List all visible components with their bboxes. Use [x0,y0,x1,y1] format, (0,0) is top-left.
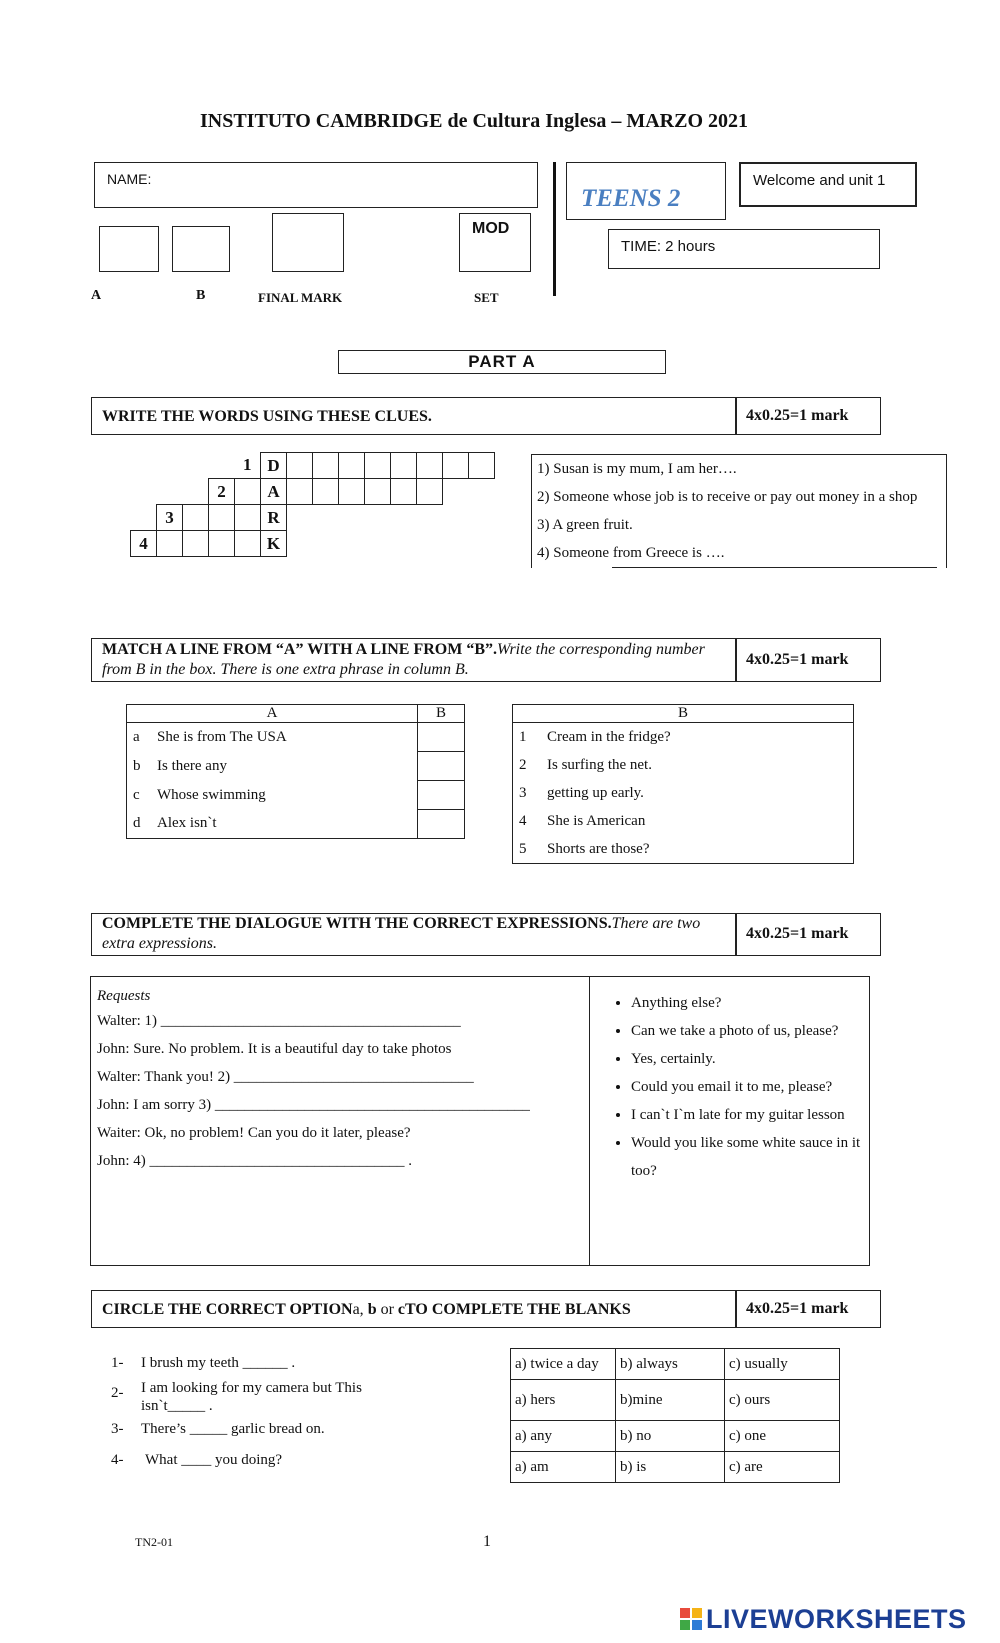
match-table-a [126,704,465,839]
item-number: 3 [519,784,527,801]
item-text: Is there any [157,757,227,774]
expression-option: • Yes, certainly. [631,1045,879,1073]
page-number: 1 [483,1533,491,1550]
section-4-mark: 4x0.25=1 mark [746,1300,849,1317]
crossword-cell[interactable] [469,453,495,479]
score-box-a[interactable] [99,226,159,272]
clue-number-1: 1 [243,455,252,475]
table-row [127,781,465,810]
item-number: 2 [519,756,527,773]
name-label: NAME: [107,171,152,187]
item-number: 5 [519,840,527,857]
clue-2: 2) Someone whose job is to receive or pay out money in a shop [537,489,918,505]
question-2 [111,1379,391,1415]
label-a: A [91,288,102,303]
dialogue-line[interactable]: John: I am sorry 3) __________________________________________ [97,1097,530,1113]
crossword-cell[interactable] [235,531,261,557]
section-3-mark: 4x0.25=1 mark [746,925,849,942]
dialogue-heading: Requests [97,988,151,1004]
answer-box[interactable] [418,752,465,781]
unit-box [739,162,917,207]
crossword-cell[interactable] [157,531,183,557]
option-cell[interactable]: b) always [616,1349,725,1380]
table-row [513,835,854,864]
brand-text: LIVEWORKSHEETS [706,1603,967,1634]
answer-box[interactable] [418,723,465,752]
column-a-header: A [127,705,418,723]
item-letter: a [133,728,140,745]
final-mark-box[interactable] [272,213,344,272]
table-row [127,752,465,781]
item-text: Cream in the fridge? [547,728,671,745]
table-row [513,751,854,779]
document-code: TN2-01 [135,1535,173,1549]
option-cell[interactable]: a) hers [511,1380,616,1421]
item-letter: d [133,815,141,832]
table-row [511,1452,840,1483]
column-b2-header: B [513,705,854,723]
section-1-mark: 4x0.25=1 mark [746,407,849,424]
dialogue-line[interactable]: Walter: Thank you! 2) ________________________________ [97,1069,474,1085]
section-2-title-bold: MATCH A LINE FROM “A” WITH A LINE FROM “B”. [102,641,497,658]
item-text: Whose swimming [157,786,266,803]
expression-list [609,989,879,1185]
answer-box[interactable] [418,810,465,839]
answer-box[interactable] [418,781,465,810]
label-final-mark: FINAL MARK [258,290,343,305]
section-3-mark-divider [735,914,737,955]
section-2-title [102,640,722,680]
question-3 [111,1421,325,1438]
question-text: There’s _____ garlic bread on. [141,1421,325,1437]
crossword-cell[interactable] [235,479,261,505]
section-1-mark-divider [735,398,737,434]
crossword-cell[interactable] [313,453,339,479]
clue-number-3: 3 [157,505,183,531]
section-4-title-a: a, [352,1301,368,1318]
match-table-b [512,704,854,864]
crossword-cell[interactable] [443,453,469,479]
item-text: Is surfing the net. [547,756,652,773]
section-1-header [91,397,881,435]
section-2-mark: 4x0.25=1 mark [746,651,849,668]
dialogue-divider [589,977,590,1265]
crossword-letter-r: R [261,505,287,531]
expression-option: • I can`t I`m late for my guitar lesson [631,1101,879,1129]
section-2-title-italic: Write the corresponding number from B in the box. There is one extra phrase in column B. [102,641,705,678]
option-cell[interactable]: b) is [616,1452,725,1483]
table-row [513,807,854,835]
option-cell[interactable]: c) usually [725,1349,840,1380]
section-4-title-part2: TO COMPLETE THE BLANKS [405,1301,631,1318]
dialogue-line: John: Sure. No problem. It is a beautiful day to take photos [97,1041,452,1057]
crossword-cell[interactable] [339,453,365,479]
crossword-cell[interactable] [209,505,235,531]
logo-icon [680,1608,702,1630]
question-number: 3- [111,1421,124,1437]
dialogue-line: Waiter: Ok, no problem! Can you do it later, please? [97,1125,411,1141]
crossword-cell[interactable] [391,453,417,479]
clue-number-2: 2 [209,479,235,505]
expression-option: • Can we take a photo of us, please? [631,1017,879,1045]
time-text: TIME: 2 hours [621,238,716,255]
section-3-title [102,914,722,954]
clue-number-4: 4 [131,531,157,557]
section-4-header [91,1290,881,1328]
clue-3: 3) A green fruit. [537,517,633,533]
question-number: 1- [111,1355,124,1371]
section-3-title-italic: There are two extra expressions. [102,915,701,952]
expression-option: • Could you email it to me, please? [631,1073,879,1101]
crossword-cell[interactable] [287,479,313,505]
crossword-cell[interactable] [417,479,443,505]
option-cell[interactable]: b)mine [616,1380,725,1421]
crossword-cell[interactable] [391,479,417,505]
crossword-letter-d: D [261,453,287,479]
time-box [608,229,880,269]
section-1-title: WRITE THE WORDS USING THESE CLUES. [102,408,432,425]
section-3-header [91,913,881,956]
question-1 [111,1355,295,1372]
option-cell[interactable]: b) no [616,1421,725,1452]
page-title: INSTITUTO CAMBRIDGE de Cultura Inglesa – MARZO 2021 [199,110,749,132]
clues-underline [612,567,937,568]
option-cell[interactable]: c) one [725,1421,840,1452]
item-letter: c [133,786,140,803]
clue-1: 1) Susan is my mum, I am her…. [537,461,737,477]
unit-text: Welcome and unit 1 [753,172,886,189]
item-letter: b [133,757,141,774]
dialogue-line[interactable]: Walter: 1) ________________________________________ [97,1013,461,1029]
table-row [511,1380,840,1421]
header-divider [553,162,556,296]
dialogue-line[interactable]: John: 4) __________________________________ . [97,1153,412,1169]
section-4-mark-divider [735,1291,737,1327]
section-4-title-or: or [376,1301,398,1318]
section-4-title-part1: CIRCLE THE CORRECT OPTION [102,1301,353,1318]
question-text: I brush my teeth ______ . [141,1355,296,1371]
item-text: She is from The USA [157,728,287,745]
crossword-cell[interactable] [183,531,209,557]
expression-option: • Would you like some white sauce in it too? [631,1129,879,1185]
liveworksheets-logo [680,1603,967,1635]
label-b: B [196,288,206,303]
crossword-cell[interactable] [313,479,339,505]
part-a-title: PART A [338,350,666,374]
label-set: SET [474,290,499,305]
option-cell[interactable]: a) any [511,1421,616,1452]
section-3-title-bold: COMPLETE THE DIALOGUE WITH THE CORRECT EXPRESSIONS. [102,915,612,932]
table-row [511,1421,840,1452]
score-box-b[interactable] [172,226,230,272]
section-2-mark-divider [735,639,737,681]
section-4-title [102,1300,631,1320]
crossword-cell[interactable] [183,505,209,531]
dialogue-lines [97,985,577,1175]
crossword-cell[interactable] [365,479,391,505]
option-cell[interactable]: a) twice a day [511,1349,616,1380]
section-2-header [91,638,881,682]
question-number: 2- [111,1385,124,1401]
mod-box[interactable] [459,213,531,272]
table-row [511,1349,840,1380]
option-cell[interactable]: a) am [511,1452,616,1483]
item-text: Shorts are those? [547,840,650,857]
level-box [566,162,726,220]
mod-label: MOD [472,220,510,237]
item-text: getting up early. [547,784,644,801]
name-field[interactable] [94,162,538,208]
item-number: 1 [519,728,527,745]
question-4 [111,1452,282,1469]
item-text: She is American [547,812,646,829]
level-text: TEENS 2 [581,185,681,212]
option-cell[interactable]: c) ours [725,1380,840,1421]
table-row [513,723,854,752]
table-row [513,779,854,807]
crossword-cell[interactable] [339,479,365,505]
expression-option: • Anything else? [631,989,879,1017]
column-b-header: B [418,705,465,723]
crossword-letter-a: A [261,479,287,505]
item-text: Alex isn`t [157,815,217,832]
crossword-cell[interactable] [235,505,261,531]
clue-4: 4) Someone from Greece is …. [537,545,725,561]
crossword-cell[interactable] [287,453,313,479]
crossword-cell[interactable] [417,453,443,479]
crossword-grid [130,452,495,557]
dialogue-box [90,976,870,1266]
question-text: I am looking for my camera but This isn`t_____ . [141,1380,362,1414]
question-number: 4- [111,1452,124,1468]
option-cell[interactable]: c) are [725,1452,840,1483]
question-text: What ____ you doing? [145,1452,283,1468]
crossword-cell[interactable] [209,531,235,557]
options-table [510,1348,840,1483]
clues-box [531,454,947,568]
table-row [127,810,465,839]
section-4-title-c: c [397,1301,406,1318]
crossword-cell[interactable] [365,453,391,479]
crossword-letter-k: K [261,531,287,557]
section-4-title-b: b [367,1301,377,1318]
table-row [127,723,465,752]
item-number: 4 [519,812,527,829]
